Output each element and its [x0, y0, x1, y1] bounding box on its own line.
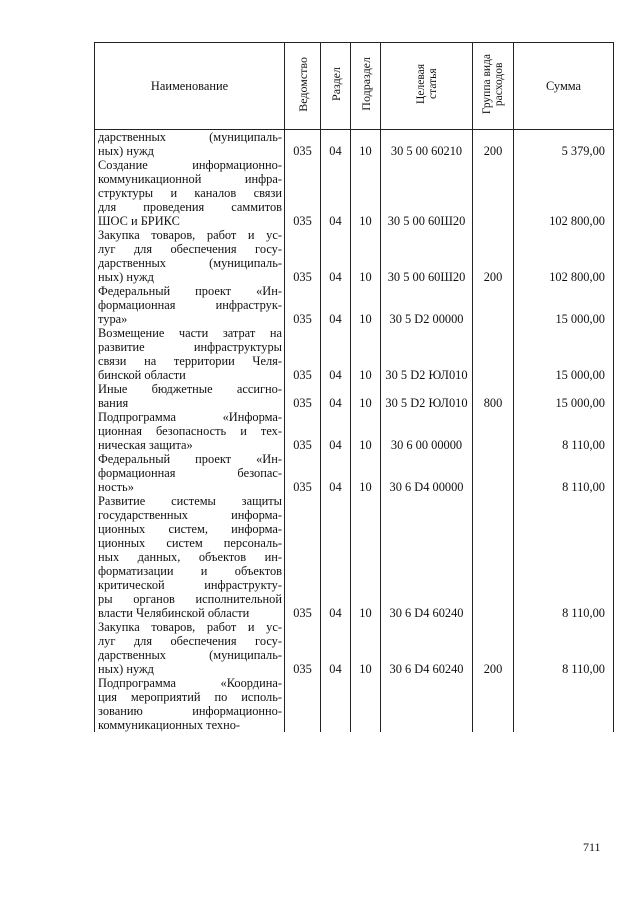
- subsection-cell: 10: [351, 410, 381, 452]
- expense-group-cell: [473, 452, 514, 494]
- name-line: ры органов исполнительной: [98, 592, 282, 606]
- table-row: [95, 494, 614, 620]
- name-line: Возмещение части затрат на: [98, 326, 282, 340]
- name-line: ных) нужд: [98, 144, 154, 158]
- subsection-cell: 10: [351, 620, 381, 676]
- header-sum: Сумма: [514, 43, 614, 130]
- name-line: Закупка товаров, работ и ус-: [98, 620, 282, 634]
- name-cell: [95, 620, 285, 676]
- name-line: Иные бюджетные ассигно-: [98, 382, 282, 396]
- name-cell: [95, 228, 285, 284]
- name-line: Федеральный проект «Ин-: [98, 284, 282, 298]
- expense-group-cell: 200: [473, 228, 514, 284]
- section-cell: 04: [321, 494, 351, 620]
- table-row: [95, 228, 614, 284]
- name-cell: [95, 284, 285, 326]
- department-cell: 035: [285, 620, 321, 676]
- sum-cell: 8 110,00: [514, 620, 614, 676]
- sum-cell: 15 000,00: [514, 326, 614, 382]
- sum-cell: 5 379,00: [514, 130, 614, 159]
- table-row: [95, 158, 614, 228]
- name-cell: [95, 494, 285, 620]
- sum-cell: 8 110,00: [514, 494, 614, 620]
- subsection-cell: 10: [351, 228, 381, 284]
- subsection-cell: 10: [351, 382, 381, 410]
- expense-group-cell: [473, 410, 514, 452]
- table-row: [95, 326, 614, 382]
- name-line: критической инфраструкту-: [98, 578, 282, 592]
- name-line: Развитие системы защиты: [98, 494, 282, 508]
- section-cell: 04: [321, 158, 351, 228]
- name-line: луг для обеспечения госу-: [98, 242, 282, 256]
- name-line: ническая защита»: [98, 438, 193, 452]
- target-article-cell: 30 5 00 60Ш20: [381, 228, 473, 284]
- section-cell: 04: [321, 620, 351, 676]
- name-line: Федеральный проект «Ин-: [98, 452, 282, 466]
- budget-table: [94, 42, 614, 732]
- subsection-cell: [351, 676, 381, 732]
- section-cell: 04: [321, 228, 351, 284]
- table-header: [95, 43, 614, 130]
- target-article-cell: 30 5 00 60Ш20: [381, 158, 473, 228]
- name-cell: [95, 676, 285, 732]
- table-row: [95, 452, 614, 494]
- name-line: формационная инфраструк-: [98, 298, 282, 312]
- subsection-cell: 10: [351, 284, 381, 326]
- name-cell: [95, 382, 285, 410]
- table-row: [95, 284, 614, 326]
- department-cell: 035: [285, 158, 321, 228]
- name-line: ность»: [98, 480, 134, 494]
- name-line: Создание информационно-: [98, 158, 282, 172]
- header-expense-group: Группа вида расходов: [473, 43, 514, 130]
- department-cell: 035: [285, 228, 321, 284]
- expense-group-cell: [473, 494, 514, 620]
- sum-cell: 15 000,00: [514, 382, 614, 410]
- sum-cell: 102 800,00: [514, 158, 614, 228]
- name-line: дарственных (муниципаль-: [98, 130, 282, 144]
- subsection-cell: 10: [351, 494, 381, 620]
- target-article-cell: 30 6 D4 60240: [381, 620, 473, 676]
- table-row: [95, 382, 614, 410]
- expense-group-cell: 800: [473, 382, 514, 410]
- name-line: структуры и каналов связи: [98, 186, 282, 200]
- name-line: коммуникационной инфра-: [98, 172, 282, 186]
- table-row: [95, 130, 614, 159]
- target-article-cell: 30 5 D2 ЮЛ010: [381, 326, 473, 382]
- sum-cell: 15 000,00: [514, 284, 614, 326]
- expense-group-cell: 200: [473, 130, 514, 159]
- name-line: коммуникационных техно-: [98, 718, 241, 732]
- name-line: ционных систем, информа-: [98, 522, 282, 536]
- name-line: Подпрограмма «Координа-: [98, 676, 282, 690]
- table-row: [95, 410, 614, 452]
- subsection-cell: 10: [351, 326, 381, 382]
- header-subsection: Подраздел: [351, 43, 381, 130]
- department-cell: 035: [285, 130, 321, 159]
- section-cell: 04: [321, 284, 351, 326]
- name-line: ных данных, объектов ин-: [98, 550, 282, 564]
- department-cell: [285, 676, 321, 732]
- section-cell: [321, 676, 351, 732]
- expense-group-cell: [473, 158, 514, 228]
- sum-cell: 8 110,00: [514, 410, 614, 452]
- header-name: Наименование: [95, 43, 285, 130]
- name-line: дарственных (муниципаль-: [98, 256, 282, 270]
- name-line: Закупка товаров, работ и ус-: [98, 228, 282, 242]
- header-department: Ведомство: [285, 43, 321, 130]
- target-article-cell: 30 6 D4 00000: [381, 452, 473, 494]
- subsection-cell: 10: [351, 158, 381, 228]
- table-row: [95, 676, 614, 732]
- sum-cell: 102 800,00: [514, 228, 614, 284]
- section-cell: 04: [321, 326, 351, 382]
- name-line: государственных информа-: [98, 508, 282, 522]
- expense-group-cell: [473, 326, 514, 382]
- page-number: 711: [583, 840, 601, 854]
- name-cell: [95, 326, 285, 382]
- department-cell: 035: [285, 452, 321, 494]
- section-cell: 04: [321, 452, 351, 494]
- name-line: власти Челябинской области: [98, 606, 250, 620]
- name-line: ШОС и БРИКС: [98, 214, 180, 228]
- department-cell: 035: [285, 326, 321, 382]
- name-line: развитие инфраструктуры: [98, 340, 282, 354]
- name-cell: [95, 158, 285, 228]
- name-line: формационная безопас-: [98, 466, 282, 480]
- expense-group-cell: [473, 676, 514, 732]
- target-article-cell: 30 5 D2 00000: [381, 284, 473, 326]
- name-line: ных) нужд: [98, 270, 154, 284]
- department-cell: 035: [285, 382, 321, 410]
- target-article-cell: [381, 676, 473, 732]
- name-line: дарственных (муниципаль-: [98, 648, 282, 662]
- table-body: [95, 130, 614, 733]
- name-line: ция мероприятий по исполь-: [98, 690, 282, 704]
- name-line: зованию информационно-: [98, 704, 282, 718]
- name-line: луг для обеспечения госу-: [98, 634, 282, 648]
- name-line: ных) нужд: [98, 662, 154, 676]
- sum-cell: 8 110,00: [514, 452, 614, 494]
- target-article-cell: 30 6 00 00000: [381, 410, 473, 452]
- name-line: тура»: [98, 312, 128, 326]
- department-cell: 035: [285, 410, 321, 452]
- name-line: бинской области: [98, 368, 186, 382]
- sum-cell: [514, 676, 614, 732]
- name-line: ционная безопасность и тех-: [98, 424, 282, 438]
- name-line: для проведения саммитов: [98, 200, 282, 214]
- target-article-cell: 30 6 D4 60240: [381, 494, 473, 620]
- subsection-cell: 10: [351, 130, 381, 159]
- header-target-article: Целевая статья: [381, 43, 473, 130]
- name-line: вания: [98, 396, 129, 410]
- target-article-cell: 30 5 00 60210: [381, 130, 473, 159]
- table-row: [95, 620, 614, 676]
- department-cell: 035: [285, 494, 321, 620]
- name-cell: [95, 410, 285, 452]
- expense-group-cell: 200: [473, 620, 514, 676]
- name-line: Подпрограмма «Информа-: [98, 410, 282, 424]
- name-line: связи на территории Челя-: [98, 354, 282, 368]
- name-cell: [95, 452, 285, 494]
- name-line: форматизации и объектов: [98, 564, 282, 578]
- target-article-cell: 30 5 D2 ЮЛ010: [381, 382, 473, 410]
- department-cell: 035: [285, 284, 321, 326]
- section-cell: 04: [321, 382, 351, 410]
- expense-group-cell: [473, 284, 514, 326]
- name-line: ционных систем персональ-: [98, 536, 282, 550]
- name-cell: [95, 130, 285, 159]
- section-cell: 04: [321, 410, 351, 452]
- section-cell: 04: [321, 130, 351, 159]
- header-section: Раздел: [321, 43, 351, 130]
- subsection-cell: 10: [351, 452, 381, 494]
